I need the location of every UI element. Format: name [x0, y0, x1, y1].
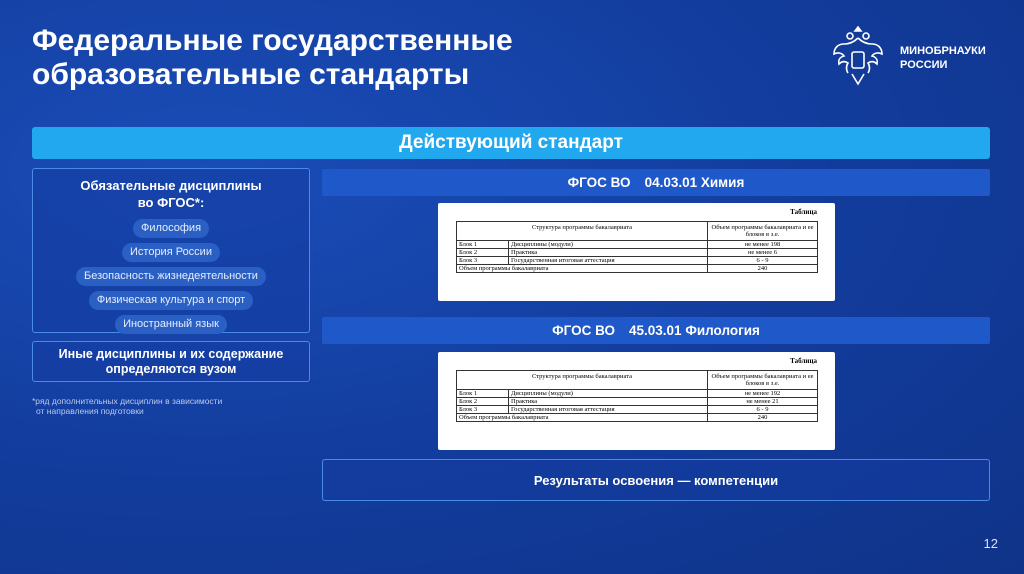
- table-caption: Таблица: [790, 357, 817, 365]
- total-value: 240: [708, 265, 818, 273]
- fgos-label: ФГОС ВО: [552, 323, 616, 338]
- table-row: [457, 390, 818, 398]
- page-number: 12: [983, 536, 998, 551]
- value-cell: 6 - 9: [708, 257, 818, 265]
- value-cell: не менее 21: [708, 398, 818, 406]
- mandatory-disciplines-heading: [33, 177, 309, 211]
- other-line-1: Иные дисциплины и их содержание: [58, 346, 284, 361]
- logo-line-1: МИНОБРНАУКИ: [900, 45, 986, 57]
- logo-line-2: РОССИИ: [900, 59, 948, 71]
- value-cell: 6 - 9: [708, 406, 818, 414]
- name-cell: Практика: [509, 249, 708, 257]
- fgos-philology-table-image: [438, 352, 835, 450]
- table-row: [457, 398, 818, 406]
- title-line-2: образовательные стандарты: [32, 58, 470, 91]
- title-line-1: Федеральные государственные: [32, 24, 513, 57]
- discipline-item: Философия: [133, 219, 209, 238]
- current-standard-banner: Действующий стандарт: [32, 127, 990, 159]
- name-cell: Дисциплины (модули): [509, 390, 708, 398]
- header-structure: Структура программы бакалавриата: [457, 222, 708, 241]
- fgos-label: ФГОС ВО: [567, 175, 631, 190]
- footnote-line-2: от направления подготовки: [36, 406, 144, 416]
- table-row: [457, 406, 818, 414]
- discipline-item: История России: [122, 243, 220, 262]
- footnote-line-1: *ряд дополнительных дисциплин в зависимости: [32, 396, 223, 406]
- block-cell: Блок 1: [457, 241, 509, 249]
- discipline-item: Безопасность жизнедеятельности: [76, 267, 266, 286]
- table-row: [457, 257, 818, 265]
- other-disciplines-box: [32, 341, 310, 382]
- name-cell: Дисциплины (модули): [509, 241, 708, 249]
- total-label: Объем программы бакалавриата: [457, 265, 708, 273]
- fgos-chemistry-header: [322, 169, 990, 196]
- table-row: [457, 241, 818, 249]
- discipline-list: [33, 219, 309, 334]
- other-line-2: определяются вузом: [105, 361, 237, 376]
- mandatory-disciplines-panel: [32, 168, 310, 333]
- header-structure: Структура программы бакалавриата: [457, 371, 708, 390]
- block-cell: Блок 2: [457, 398, 509, 406]
- total-value: 240: [708, 414, 818, 422]
- value-cell: не менее 192: [708, 390, 818, 398]
- block-cell: Блок 3: [457, 406, 509, 414]
- footnote: [32, 396, 302, 416]
- table-header-row: [457, 222, 818, 241]
- discipline-item: Иностранный язык: [115, 315, 227, 334]
- name-cell: Практика: [509, 398, 708, 406]
- discipline-item: Физическая культура и спорт: [89, 291, 253, 310]
- page-title: [32, 24, 592, 92]
- block-cell: Блок 3: [457, 257, 509, 265]
- value-cell: не менее 6: [708, 249, 818, 257]
- block-cell: Блок 2: [457, 249, 509, 257]
- fgos-chemistry-table-image: [438, 203, 835, 301]
- name-cell: Государственная итоговая аттестация: [509, 406, 708, 414]
- value-cell: не менее 198: [708, 241, 818, 249]
- program-structure-table: [456, 370, 818, 422]
- fgos-philology-header: [322, 317, 990, 344]
- table-caption: Таблица: [790, 208, 817, 216]
- name-cell: Государственная итоговая аттестация: [509, 257, 708, 265]
- fgos-code: 04.03.01 Химия: [644, 175, 745, 190]
- double-headed-eagle-icon: [828, 26, 888, 90]
- header-volume: Объем программы бакалавриата и ее блоков в з.е.: [708, 222, 818, 241]
- learning-outcomes-box: Результаты освоения — компетенции: [322, 459, 990, 501]
- table-total-row: [457, 414, 818, 422]
- header-volume: Объем программы бакалавриата и ее блоков в з.е.: [708, 371, 818, 390]
- block-cell: Блок 1: [457, 390, 509, 398]
- fgos-code: 45.03.01 Филология: [629, 323, 760, 338]
- heading-line-2: во ФГОС*:: [137, 195, 205, 210]
- total-label: Объем программы бакалавриата: [457, 414, 708, 422]
- ministry-logo: [828, 26, 1008, 90]
- program-structure-table: [456, 221, 818, 273]
- table-total-row: [457, 265, 818, 273]
- table-row: [457, 249, 818, 257]
- logo-text: [900, 44, 986, 72]
- heading-line-1: Обязательные дисциплины: [80, 178, 262, 193]
- table-header-row: [457, 371, 818, 390]
